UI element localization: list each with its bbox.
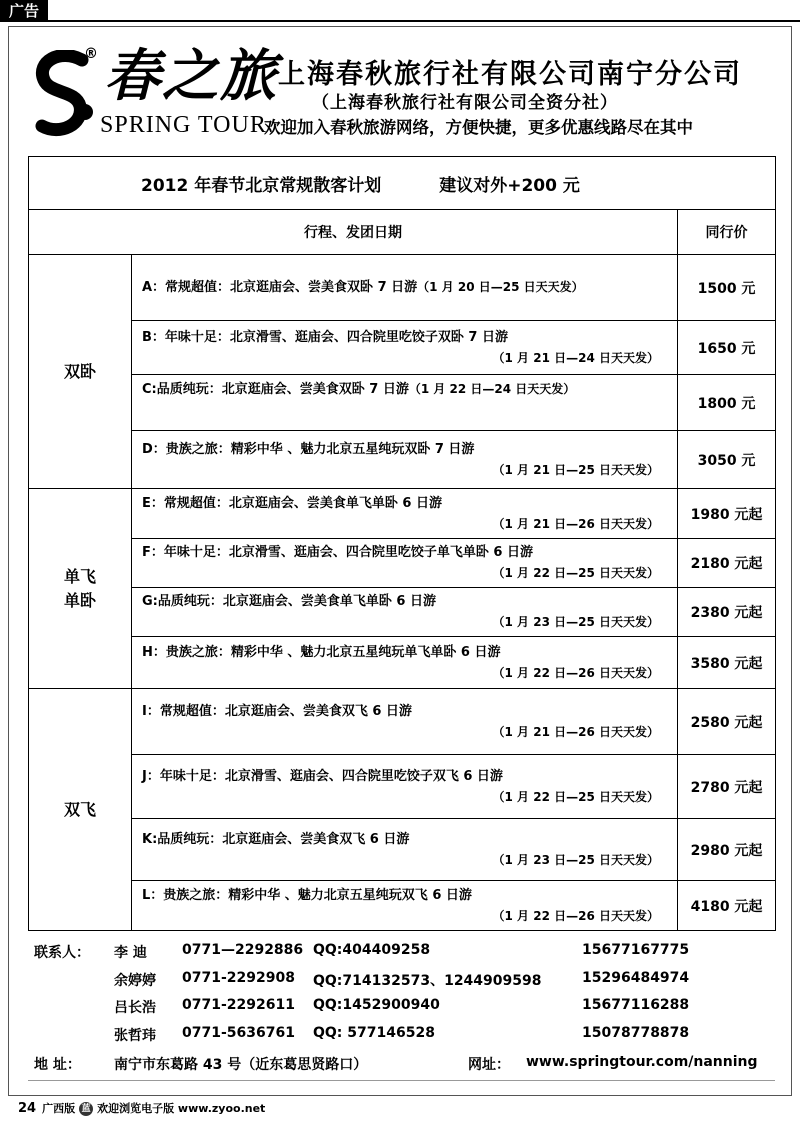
price-cell: 2580 元起 <box>678 689 776 755</box>
contact-mobile: 15296484974 <box>582 969 690 986</box>
table-row <box>29 431 776 489</box>
departure-dates: （1 月 23 日—25 日天天发） <box>492 852 659 867</box>
departure-dates: （1 月 23 日—25 日天天发） <box>492 615 659 629</box>
table-row <box>29 689 776 755</box>
itinerary-cell <box>132 321 678 375</box>
ad-tag: 广告 <box>0 0 48 22</box>
table-row <box>29 255 776 321</box>
itinerary-cell <box>132 689 678 755</box>
category-label-line2: 单卧 <box>63 590 96 610</box>
table-title <box>29 157 776 210</box>
table-row <box>29 637 776 689</box>
itinerary-text: I：常规超值：北京逛庙会、尝美食双飞 6 日游 <box>142 703 412 719</box>
price-cell: 4180 元起 <box>678 881 776 931</box>
itinerary-text: L：贵族之旅：精彩中华 、魅力北京五星纯玩双飞 6 日游 <box>142 887 472 903</box>
itinerary-text: E：常规超值：北京逛庙会、尝美食单飞单卧 6 日游 <box>142 495 442 511</box>
price-cell: 2780 元起 <box>678 755 776 819</box>
address-text: 南宁市东葛路 43 号（近东葛思贤路口） <box>114 1057 368 1073</box>
price-cell: 1500 元 <box>678 255 776 321</box>
contact-divider <box>28 1080 775 1081</box>
website-label: 网址： <box>468 1057 510 1073</box>
contact-mobile: 15078778878 <box>582 1024 690 1041</box>
table-row <box>29 881 776 931</box>
company-name: 上海春秋旅行社有限公司南宁分公司 <box>278 59 742 90</box>
price-cell: 1980 元起 <box>678 489 776 539</box>
spring-tour-logo-icon <box>30 50 100 140</box>
itinerary-text: K:品质纯玩：北京逛庙会、尝美食双飞 6 日游 <box>142 831 410 847</box>
column-header-itinerary: 行程、发团日期 <box>29 210 678 255</box>
logo-english-name: SPRING TOUR <box>100 112 267 138</box>
contact-row <box>30 1021 770 1049</box>
edition-label: 广西版 <box>42 1102 76 1115</box>
contact-qq: QQ:1452900940 <box>313 997 440 1013</box>
departure-dates: （1 月 22 日—24 日天天发） <box>408 382 576 396</box>
table-row <box>29 539 776 588</box>
price-cell: 3580 元起 <box>678 637 776 689</box>
company-subtitle: （上海春秋旅行社有限公司全资分社） <box>312 93 618 113</box>
footer-note: 欢迎浏览电子版 www.zyoo.net <box>97 1102 266 1115</box>
category-label: 双卧 <box>63 361 96 381</box>
contact-phone: 0771-2292908 <box>182 969 295 986</box>
departure-dates: （1 月 21 日—26 日天天发） <box>492 516 659 531</box>
itinerary-cell <box>132 431 678 489</box>
column-header-price: 同行价 <box>678 210 776 255</box>
table-row <box>29 489 776 539</box>
itinerary-cell <box>132 539 678 588</box>
itinerary-text: A：常规超值：北京逛庙会、尝美食双卧 7 日游 <box>142 280 418 295</box>
departure-dates: （1 月 22 日—25 日天天发） <box>492 566 659 580</box>
itinerary-cell <box>132 881 678 931</box>
itinerary-cell <box>132 255 678 321</box>
contact-qq: QQ: 577146528 <box>313 1024 435 1041</box>
contact-name: 李 迪 <box>114 945 147 961</box>
table-row <box>29 588 776 637</box>
price-cell: 1650 元 <box>678 321 776 375</box>
price-cell: 3050 元 <box>678 431 776 489</box>
itinerary-text: B：年味十足：北京滑雪、逛庙会、四合院里吃饺子双卧 7 日游 <box>142 329 509 345</box>
itinerary-cell <box>132 375 678 431</box>
contact-row <box>30 966 770 994</box>
itinerary-text: D：贵族之旅：精彩中华 、魅力北京五星纯玩双卧 7 日游 <box>142 441 475 457</box>
contact-mobile: 15677116288 <box>582 997 690 1013</box>
contact-qq: QQ:714132573、1244909598 <box>313 972 542 989</box>
edition-badge-icon: 蓝 <box>79 1102 93 1116</box>
table-title-note: 建议对外+200 元 <box>439 175 580 196</box>
category-label-line1: 单飞 <box>63 566 96 586</box>
category-cell <box>29 489 132 689</box>
contact-row <box>30 938 770 966</box>
registered-mark: ® <box>84 46 98 62</box>
page-number: 24 <box>18 1101 37 1116</box>
address-row <box>30 1052 770 1076</box>
category-cell <box>29 689 132 931</box>
itinerary-cell <box>132 588 678 637</box>
table-title-row <box>29 157 776 210</box>
website-link[interactable]: www.springtour.com/nanning <box>526 1054 758 1070</box>
table-header-row <box>29 210 776 255</box>
contacts-label: 联系人： <box>34 945 90 961</box>
contact-name: 张哲玮 <box>114 1027 156 1044</box>
contact-name: 吕长浩 <box>114 1000 156 1016</box>
itinerary-text: C:品质纯玩：北京逛庙会、尝美食双卧 7 日游 <box>142 382 409 397</box>
itinerary-text: G:品质纯玩：北京逛庙会、尝美食单飞单卧 6 日游 <box>142 594 436 609</box>
table-row <box>29 321 776 375</box>
contact-mobile: 15677167775 <box>582 942 690 958</box>
itinerary-cell <box>132 637 678 689</box>
table-title-text: 2012 年春节北京常规散客计划 <box>141 175 382 196</box>
logo-chinese-name: 春之旅 <box>104 43 278 109</box>
itinerary-cell <box>132 755 678 819</box>
itinerary-text: H：贵族之旅：精彩中华 、魅力北京五星纯玩单飞单卧 6 日游 <box>142 644 501 660</box>
contact-qq: QQ:404409258 <box>313 942 431 958</box>
price-cell: 1800 元 <box>678 375 776 431</box>
departure-dates: （1 月 21 日—26 日天天发） <box>492 724 659 739</box>
top-rule <box>48 20 800 22</box>
page-footer <box>18 1100 265 1116</box>
departure-dates: （1 月 22 日—26 日天天发） <box>492 908 659 923</box>
company-slogan: 欢迎加入春秋旅游网络，方便快捷，更多优惠线路尽在其中 <box>264 118 693 137</box>
departure-dates: （1 月 20 日—25 日天天发） <box>417 280 584 294</box>
itinerary-text: J：年味十足：北京滑雪、逛庙会、四合院里吃饺子双飞 6 日游 <box>142 768 503 784</box>
departure-dates: （1 月 22 日—26 日天天发） <box>492 665 659 680</box>
departure-dates: （1 月 21 日—24 日天天发） <box>492 350 659 365</box>
category-cell <box>29 255 132 489</box>
itinerary-text: F：年味十足：北京滑雪、逛庙会、四合院里吃饺子单飞单卧 6 日游 <box>142 545 533 560</box>
contact-phone: 0771-2292611 <box>182 997 295 1013</box>
itinerary-cell <box>132 489 678 539</box>
itinerary-cell <box>132 819 678 881</box>
departure-dates: （1 月 21 日—25 日天天发） <box>492 462 659 477</box>
table-row <box>29 375 776 431</box>
contact-phone: 0771—2292886 <box>182 942 304 958</box>
price-cell: 2380 元起 <box>678 588 776 637</box>
category-label: 双飞 <box>63 799 96 819</box>
tour-schedule-table <box>28 156 776 931</box>
price-cell: 2980 元起 <box>678 819 776 881</box>
contact-row <box>30 993 770 1021</box>
address-label: 地 址： <box>34 1057 81 1073</box>
departure-dates: （1 月 22 日—25 日天天发） <box>492 789 659 804</box>
contact-name: 余婷婷 <box>114 972 156 989</box>
table-row <box>29 755 776 819</box>
contact-phone: 0771-5636761 <box>182 1024 295 1041</box>
table-row <box>29 819 776 881</box>
contacts-block <box>30 938 770 1048</box>
price-cell: 2180 元起 <box>678 539 776 588</box>
